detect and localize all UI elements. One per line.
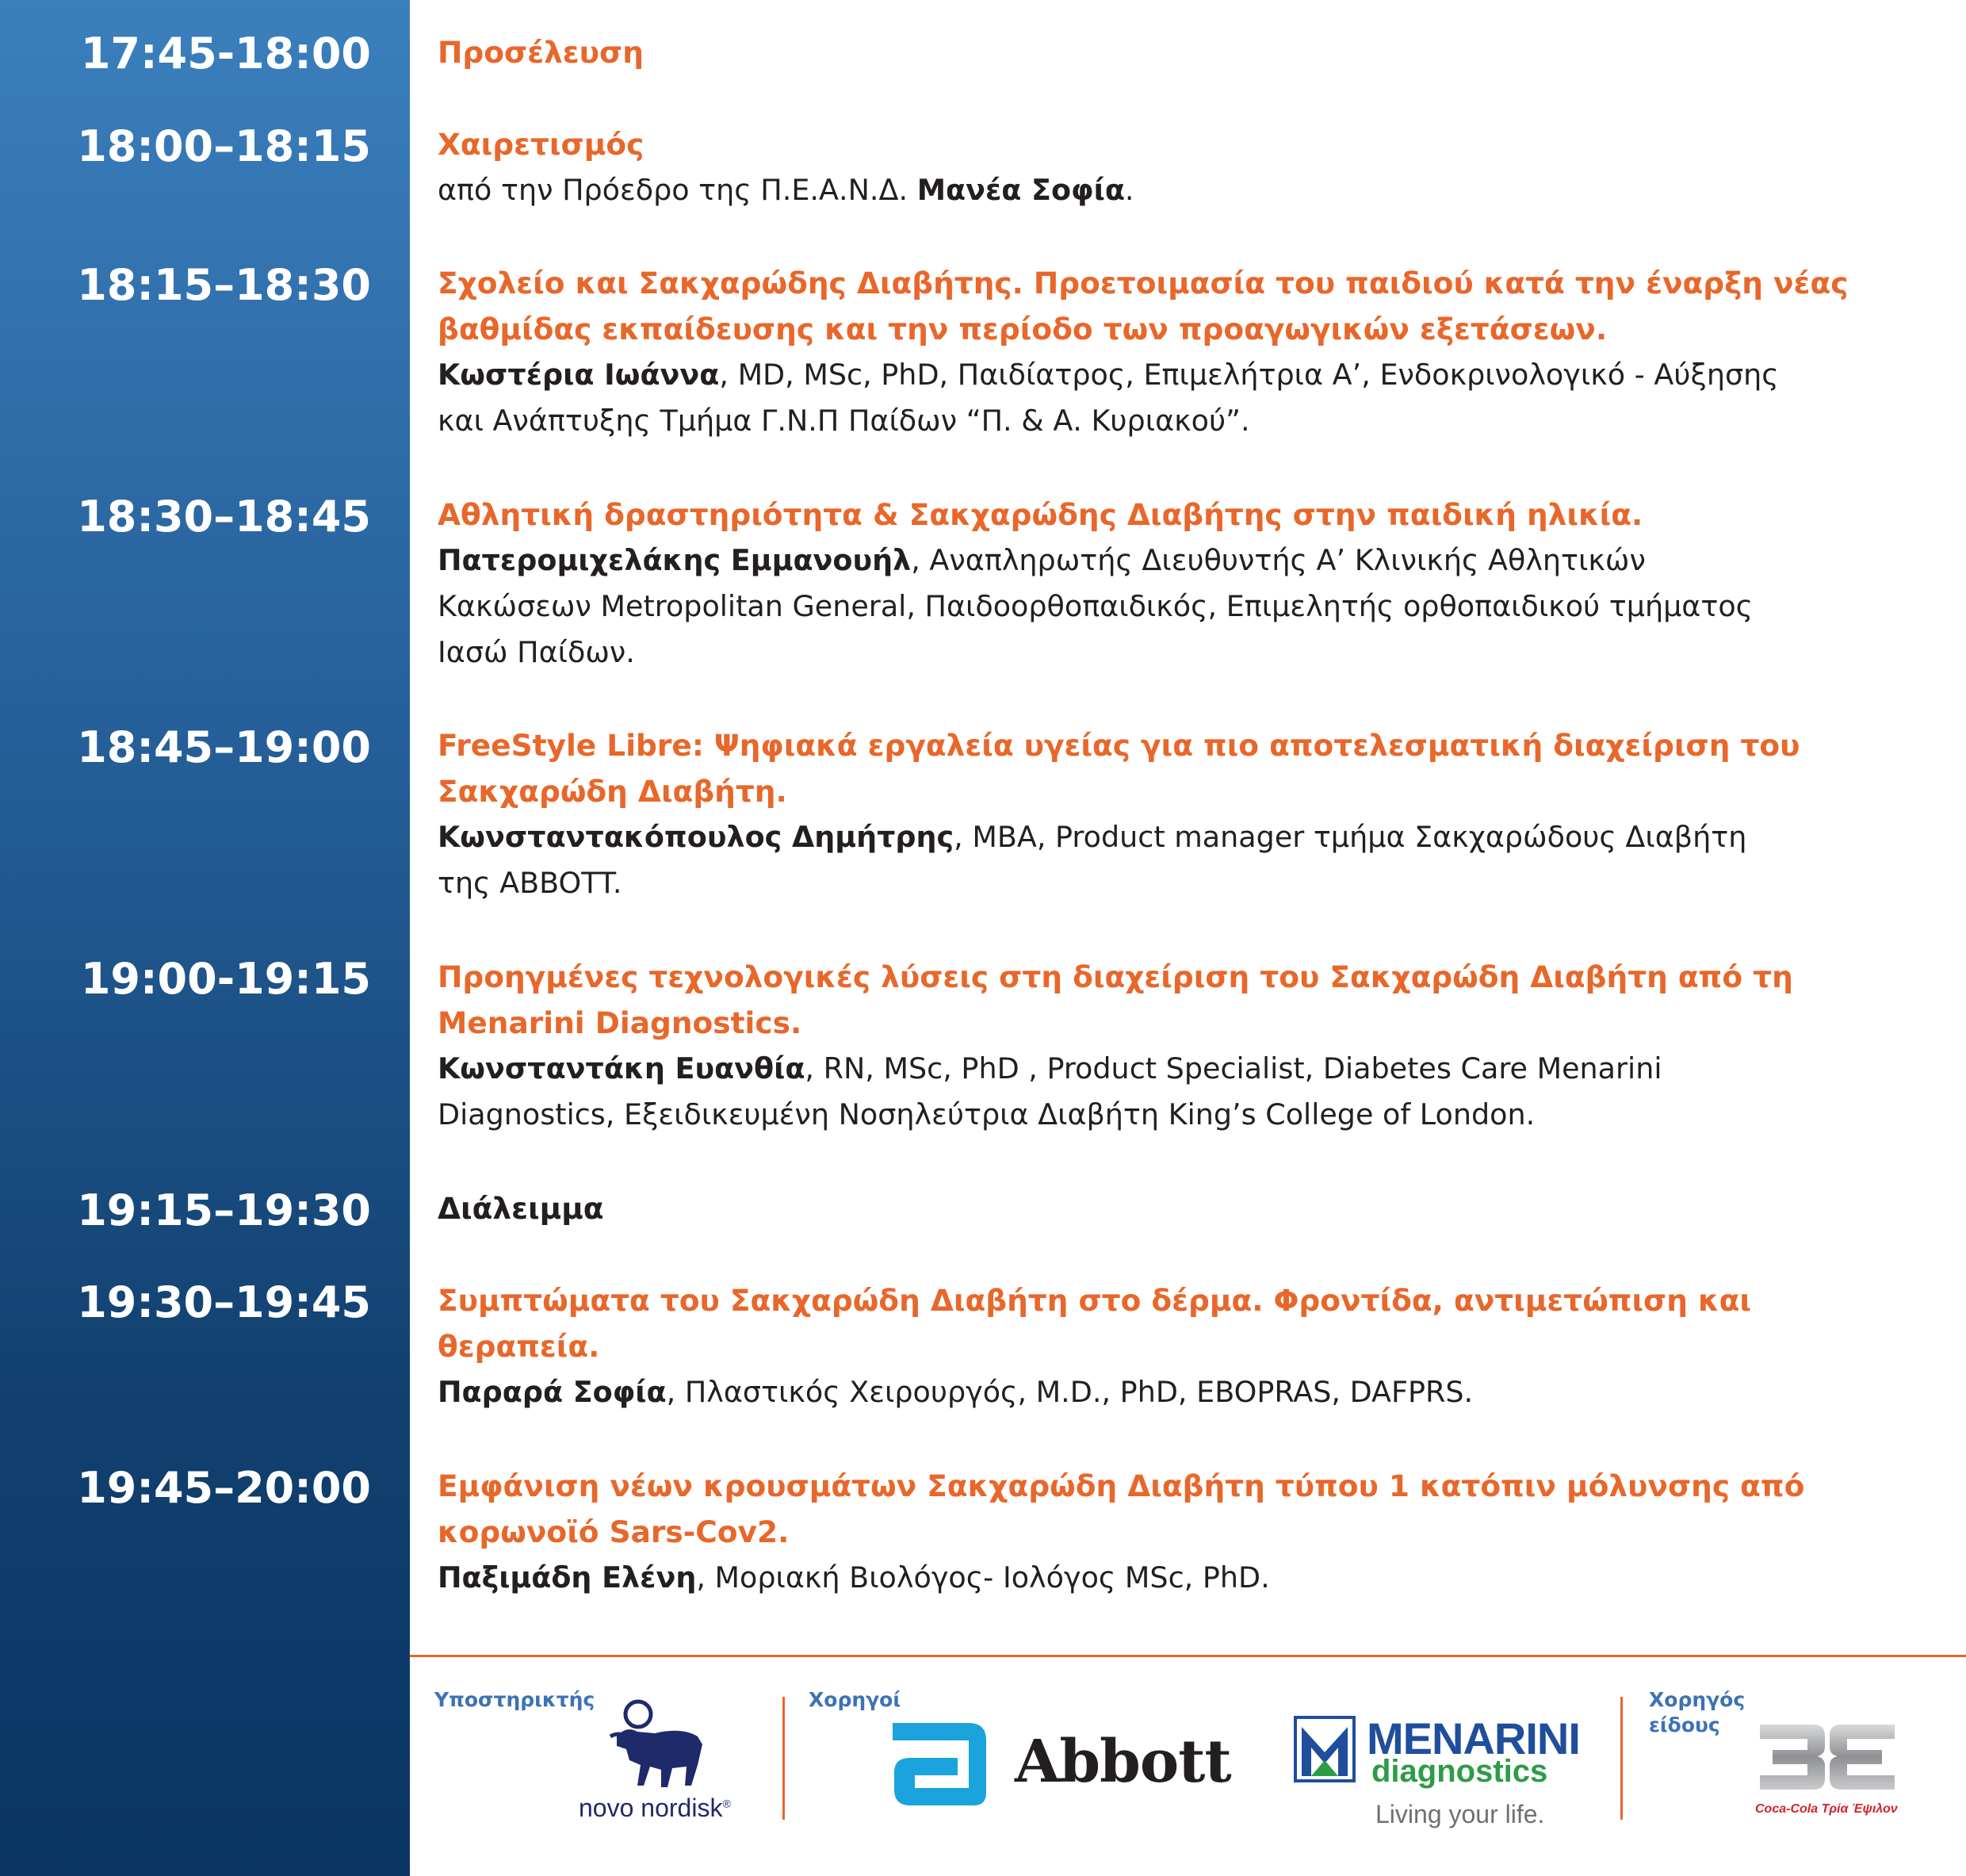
time-slot: 18:00–18:15	[77, 121, 371, 171]
time-slot: 19:45–20:00	[77, 1463, 371, 1513]
agenda-item	[438, 1463, 1920, 1601]
agenda-item	[438, 1277, 1920, 1415]
desc-text: , Μοριακή Βιολόγος- Ιολόγος MSc, PhD.	[696, 1560, 1270, 1595]
session-title: Σχολείο και Σακχαρώδης Διαβήτης. Προετοιμασία του παιδιού κατά την έναρξη νέας βαθμίδας εκπαίδευσης και την περίοδο των προαγωγικών εξετάσεων.	[438, 266, 1849, 346]
sponsors-label: Χορηγοί	[809, 1688, 901, 1711]
session-description	[438, 167, 1920, 213]
session-description	[438, 1369, 1920, 1415]
desc-text: , MBA, Product manager τμήμα Σακχαρώδους Διαβήτη της ABBOTT.	[438, 820, 1747, 900]
session-title: Χαιρετισμός	[438, 127, 644, 162]
footer-divider	[410, 1655, 1966, 1657]
diagnostics-wordmark: diagnostics	[1371, 1754, 1548, 1789]
sponsor-divider	[782, 1697, 785, 1820]
desc-text: από την Πρόεδρο της Π.Ε.Α.Ν.Δ.	[438, 173, 917, 207]
desc-text: .	[1124, 173, 1134, 207]
agenda-item	[438, 722, 1920, 906]
time-slot: 18:15–18:30	[77, 260, 371, 310]
session-description	[438, 1046, 1920, 1138]
menarini-logo	[1294, 1713, 1595, 1840]
desc-text: , RN, MSc, PhD , Product Specialist, Diabetes Care Menarini Diagnostics, Εξειδικευμένη Νοσηλεύτρια Διαβήτη King’s College of London.	[438, 1051, 1662, 1131]
time-slot: 19:15–19:30	[77, 1185, 371, 1235]
menarini-m-icon	[1294, 1716, 1356, 1782]
speaker-name: Πατερομιχελάκης Εμμανουήλ	[438, 543, 912, 577]
time-slot: 17:45-18:00	[80, 29, 371, 78]
coca-cola-3e-logo	[1752, 1717, 1911, 1828]
session-title: Συμπτώματα του Σακχαρώδη Διαβήτη στο δέρμα. Φροντίδα, αντιμετώπιση και θεραπεία.	[438, 1283, 1752, 1364]
apis-bull-icon	[579, 1697, 761, 1796]
session-title: Προηγμένες τεχνολογικές λύσεις στη διαχείριση του Σακχαρώδη Διαβήτη από τη Menarini Diagnostics.	[438, 959, 1793, 1040]
agenda-item	[438, 121, 1920, 213]
inkind-sponsor-label: Χορηγός είδους	[1649, 1688, 1746, 1736]
session-description	[438, 814, 1920, 906]
coca-cola-caption: Coca-Cola Τρία Έψιλον	[1755, 1802, 1898, 1816]
session-title: FreeStyle Libre: Ψηφιακά εργαλεία υγείας για πιο αποτελεσματική διαχείριση του Σακχαρώδη Διαβήτη.	[438, 728, 1800, 809]
session-description	[438, 1555, 1920, 1601]
abbott-wordmark: Abbott	[1015, 1728, 1231, 1796]
session-title: Προσέλευση	[438, 35, 644, 70]
time-slot: 19:30–19:45	[77, 1277, 371, 1327]
speaker-name: Παξιμάδη Ελένη	[438, 1560, 697, 1595]
novo-text: novo nordisk	[579, 1794, 723, 1822]
abbott-logo	[886, 1717, 1235, 1808]
session-title: Αθλητική δραστηριότητα & Σακχαρώδης Διαβήτης στην παιδική ηλικία.	[438, 497, 1643, 532]
desc-text: , MD, MSc, PhD, Παιδίατρος, Επιμελήτρια Α’, Ενδοκρινολογικό - Αύξησης και Ανάπτυξης Τμήμα Γ.Ν.Π Παίδων “Π. & Α. Κυριακού”.	[438, 358, 1779, 438]
menarini-tagline: Living your life.	[1375, 1800, 1545, 1828]
sponsor-divider	[1620, 1697, 1623, 1820]
speaker-name: Κωστέρια Ιωάννα	[438, 358, 720, 392]
menarini-wordmark: MENARINI	[1367, 1713, 1580, 1763]
3e-symbol-icon	[1752, 1717, 1903, 1796]
session-description	[438, 538, 1920, 676]
time-slot: 19:00-19:15	[80, 954, 371, 1004]
session-title: Διάλειμμα	[438, 1191, 604, 1226]
novo-nordisk-wordmark	[579, 1794, 731, 1823]
agenda-item	[438, 29, 1920, 75]
speaker-name: Παραρά Σοφία	[438, 1375, 667, 1409]
session-description	[438, 352, 1920, 444]
agenda-item	[438, 1185, 1920, 1231]
speaker-name: Μανέα Σοφία	[916, 173, 1125, 207]
speaker-name: Κωνσταντακόπουλος Δημήτρης	[438, 820, 954, 854]
supporter-label: Υποστηρικτής	[434, 1688, 595, 1711]
speaker-name: Κωνσταντάκη Ευανθία	[438, 1051, 805, 1085]
agenda-item	[438, 492, 1920, 676]
session-title: Εμφάνιση νέων κρουσμάτων Σακχαρώδη Διαβήτη τύπου 1 κατόπιν μόλυνσης από κορωνοϊό Sars-Cov2.	[438, 1468, 1805, 1549]
time-slot: 18:45–19:00	[77, 722, 371, 772]
novo-nordisk-logo	[579, 1697, 761, 1824]
agenda-item	[438, 954, 1920, 1138]
abbott-symbol-icon	[886, 1717, 997, 1808]
agenda-item	[438, 260, 1920, 444]
registered-mark: ®	[722, 1797, 731, 1810]
desc-text: , Πλαστικός Χειρουργός, M.D., PhD, EBOPRAS, DAFPRS.	[666, 1375, 1474, 1409]
desc-text: , Αναπληρωτής Διευθυντής Α’ Κλινικής Αθλητικών Κακώσεων Metropolitan General, Παιδοορθοπαιδικός, Επιμελητής ορθοπαιδικού τμήματος Ιασώ Παίδων.	[438, 543, 1754, 669]
time-slot: 18:30–18:45	[77, 492, 371, 542]
